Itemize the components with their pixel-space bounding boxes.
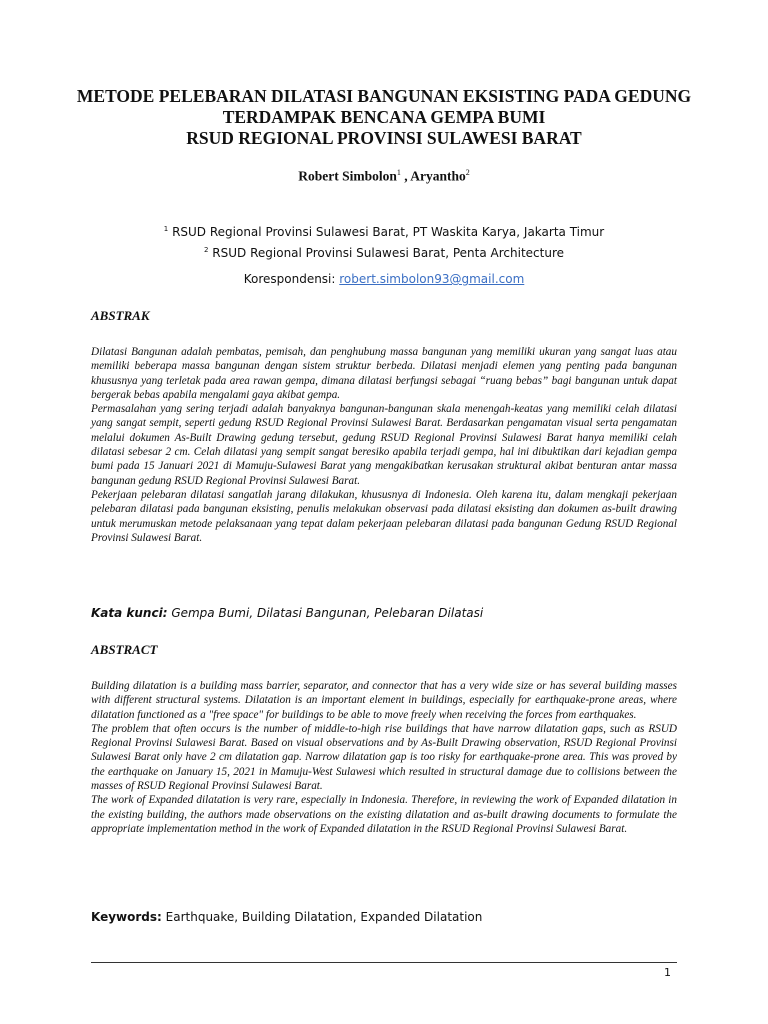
author-affiliation-marker: 1	[396, 168, 401, 177]
abstract-paragraph: Building dilatation is a building mass barrier, separator, and connector that has a very wide size or has several building masses with different structural systems. Dilatation is an important element in buildings, especially for earthquake-prone areas, where dilatation functioned as a "free space" for buildings to be able to move freely when receiving the forces from earthquakes.	[91, 680, 677, 721]
affiliation-item	[0, 220, 768, 241]
kata-kunci	[91, 606, 691, 620]
affiliation-text: RSUD Regional Provinsi Sulawesi Barat, Penta Architecture	[212, 246, 564, 260]
abstract-paragraph: The work of Expanded dilatation is very rare, especially in Indonesia. Therefore, in reviewing the work of Expanded dilatation in the existing building, the authors made observations on the existing dilatation and as-built drawing documents to formulate the appropriate implementation method in the work of Expanded dilatation in the RSUD Regional Provinsi Sulawesi Barat.	[91, 794, 677, 835]
affiliation-list	[0, 220, 768, 262]
title-line-1: METODE PELEBARAN DILATASI BANGUNAN EKSISTING PADA GEDUNG	[76, 86, 692, 106]
correspondence-label: Korespondensi:	[243, 272, 340, 286]
page-number: 1	[664, 966, 671, 979]
abstrak-body	[91, 345, 677, 545]
correspondence-email-link[interactable]: robert.simbolon93@gmail.com	[339, 272, 525, 286]
abstrak-paragraph: Dilatasi Bangunan adalah pembatas, pemisah, dan penghubung massa bangunan yang memiliki ukuran yang sangat luas atau memiliki beberapa massa bangunan dengan sistem struktur berbeda. Dilatasi menjadi elemen yang penting pada bangunan khususnya yang terletak pada area rawan gempa, dimana dilatasi berfungsi sebagai “ruang bebas” bagi bangunan untuk dapat bergerak bebas apabila mengalami gaya akibat gempa.	[91, 346, 677, 401]
correspondence	[0, 272, 768, 286]
abstrak-heading: ABSTRAK	[91, 308, 150, 323]
kata-kunci-text: Gempa Bumi, Dilatasi Bangunan, Pelebaran Dilatasi	[167, 606, 484, 620]
affiliation-text: RSUD Regional Provinsi Sulawesi Barat, PT Waskita Karya, Jakarta Timur	[172, 225, 605, 239]
author-name: Aryantho	[410, 168, 466, 184]
title-line-2: TERDAMPAK BENCANA GEMPA BUMI	[222, 107, 546, 127]
abstrak-paragraph: Permasalahan yang sering terjadi adalah banyaknya bangunan-bangunan skala menengah-keatas yang memiliki celah dilatasi yang sangat sempit, seperti gedung RSUD Regional Provinsi Sulawesi Barat. Berdasarkan pengamatan visual serta pengamatan melalui dokumen As-Built Drawing gedung tersebut, gedung RSUD Regional Provinsi Sulawesi Barat hanya memiliki celah dilatasi sebesar 2 cm. Celah dilatasi yang sempit sangat beresiko apabila terjadi gempa, hal ini dibuktikan dari kejadian gempa bumi pada 15 Januari 2021 di Mamuju-Sulawesi Barat yang mengakibatkan kerusakan struktural akibat benturan antar massa bangunan gedung RSUD Regional Provinsi Sulawesi Barat.	[91, 403, 677, 487]
author-affiliation-marker: 2	[465, 168, 470, 177]
affiliation-marker: 2	[204, 246, 209, 254]
keywords	[91, 910, 691, 924]
affiliation-item	[0, 241, 768, 262]
author-name: Robert Simbolon	[298, 168, 397, 184]
keywords-text: Earthquake, Building Dilatation, Expanded Dilatation	[161, 910, 483, 924]
author-list	[0, 168, 768, 185]
footer-divider	[91, 962, 677, 963]
paper-title	[60, 86, 708, 149]
title-line-3: RSUD REGIONAL PROVINSI SULAWESI BARAT	[186, 128, 582, 148]
abstract-body	[91, 679, 677, 836]
abstrak-paragraph: Pekerjaan pelebaran dilatasi sangatlah jarang dilakukan, khususnya di Indonesia. Oleh karena itu, dalam mengkaji pekerjaan pelebaran dilatasi pada bangunan eksisting, penulis melakukan observasi pada dilatasi eksisting dan dokumen as-built drawing untuk merumuskan metode pelaksanaan yang tepat dalam pekerjaan pelebaran dilatasi pada bangunan Gedung RSUD Regional Provinsi Sulawesi Barat.	[91, 488, 677, 544]
author-separator: ,	[400, 168, 411, 184]
affiliation-marker: 1	[163, 225, 169, 233]
kata-kunci-label: Kata kunci:	[91, 606, 168, 620]
keywords-label: Keywords:	[91, 910, 162, 924]
abstract-paragraph: The problem that often occurs is the number of middle-to-high rise buildings that have narrow dilatation gaps, such as RSUD Regional Provinsi Sulawesi Barat. Based on visual observations and by As-Built Drawing observation, RSUD Regional Provinsi Sulawesi Barat only have 2 cm dilatation gap. Narrow dilatation gap is too risky for earthquake-prone area. This was proved by the earthquake on January 15, 2021 in Mamuju-West Sulawesi which resulted in structural damage due to collisions between the masses of RSUD Regional Provinsi Sulawesi Barat.	[91, 722, 677, 793]
abstract-heading: ABSTRACT	[91, 642, 158, 657]
